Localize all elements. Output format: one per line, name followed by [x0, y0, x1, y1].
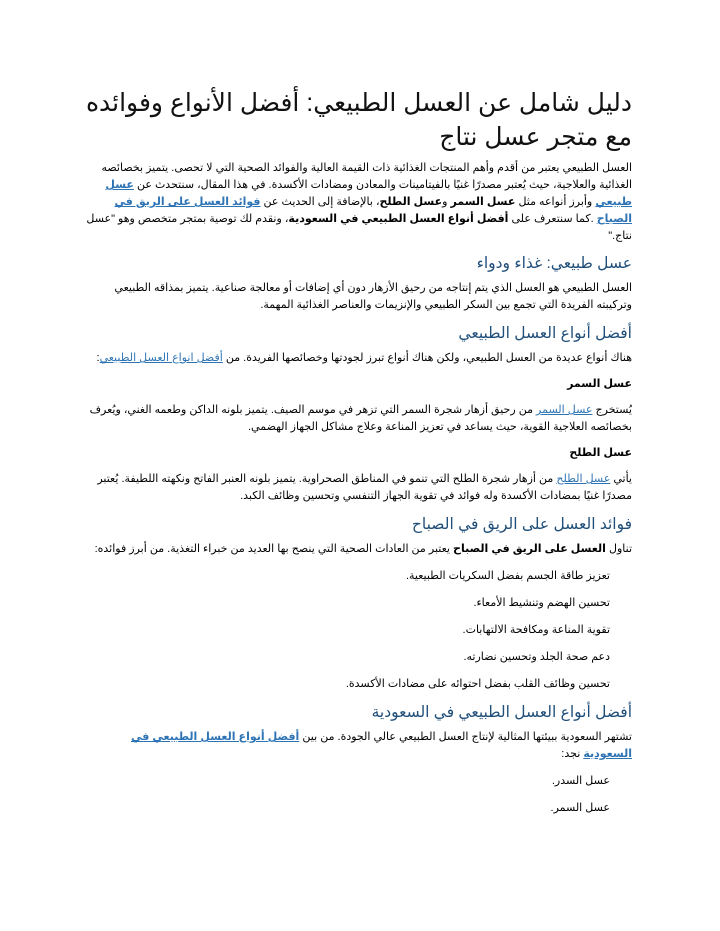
- morning-text: يعتبر من العادات الصحية التي ينصح بها العديد من خبراء التغذية. من أبرز فوائده:: [94, 543, 454, 555]
- section-heading-natural-honey: عسل طبيعي: غذاء ودواء: [476, 255, 632, 272]
- section-heading-morning-benefits: فوائد العسل على الريق في الصباح: [411, 516, 632, 533]
- title-line-1: دليل شامل عن العسل الطبيعي: أفضل الأنواع وفوائده: [85, 89, 632, 117]
- saudi-text: نجد:: [561, 748, 584, 760]
- subheading-talh-honey: عسل الطلح: [569, 447, 632, 459]
- morning-benefits-link-text: فوائد العسل على الريق في الصباح: [114, 196, 632, 225]
- talh-honey-link[interactable]: عسل الطلح: [556, 473, 611, 485]
- talh-bold: عسل الطلح: [379, 196, 443, 208]
- list-item: عسل السمر.: [550, 802, 610, 814]
- natural-honey-paragraph: العسل الطبيعي هو العسل الذي يتم إنتاجه من رحيق الأزهار دون أي إضافات أو معالجة صناعية. يتميز بمذاقه الطبيعي وتركيبته الفريدة التي تجمع بين السكر الطبيعي والإنزيمات والعناصر الغذائية المهمة.: [114, 282, 632, 311]
- samr-text: من رحيق أزهار شجرة السمر التي تزهر في موسم الصيف. يتميز بلونه الداكن وطعمه الغني، ويُعرف بخصائصه العلاجية القوية، حيث يساعد في تعزيز المناعة وعلاج مشاكل الجهاز الهضمي.: [89, 404, 632, 433]
- intro-text: .كما سنتعرف على: [508, 213, 597, 225]
- best-types-paragraph: [80, 350, 632, 367]
- saudi-best-paragraph: [80, 729, 632, 763]
- samr-paragraph: [80, 402, 632, 436]
- talh-text: يأتي: [610, 473, 632, 485]
- section-heading-saudi-best: أفضل أنواع العسل الطبيعي في السعودية: [371, 704, 632, 721]
- list-item: عسل السدر.: [551, 775, 610, 787]
- samr-text: يُستخرج: [592, 404, 632, 416]
- intro-text: وأبرز أنواعه مثل: [515, 196, 596, 208]
- saudi-honey-list: [80, 773, 632, 817]
- page-title: [80, 86, 632, 154]
- benefits-list: [80, 568, 632, 693]
- subheading-samr-honey: عسل السمر: [567, 378, 632, 390]
- samr-bold: عسل السمر: [450, 196, 516, 208]
- title-line-2: مع متجر عسل نتاج: [439, 123, 632, 151]
- list-item: تحسين الهضم وتنشيط الأمعاء.: [473, 597, 610, 609]
- intro-text: و: [442, 196, 451, 208]
- list-item: تقوية المناعة ومكافحة الالتهابات.: [462, 624, 610, 636]
- morning-text: تناول: [605, 543, 632, 555]
- morning-benefits-paragraph: [80, 541, 632, 558]
- list-item: تحسين وظائف القلب بفضل احتوائه على مضادات الأكسدة.: [345, 678, 610, 690]
- best-saudi-bold: أفضل أنواع العسل الطبيعي في السعودية: [288, 213, 509, 225]
- best-types-link[interactable]: أفضل انواع العسل الطبيعي: [99, 352, 223, 364]
- best-types-text: :: [96, 352, 100, 364]
- intro-text: العسل الطبيعي يعتبر من أقدم وأهم المنتجات الغذائية ذات القيمة العالية والفوائد الصحية التي لا تحصى. يتميز بخصائصه الغذائية والعلاجية، حيث يُعتبر مصدرًا غنيًا بالفيتامينات والمعادن ومضادات الأكسدة. في هذا المقال، سنتحدث عن: [101, 162, 632, 191]
- intro-text: ، بالإضافة إلى الحديث عن: [260, 196, 380, 208]
- morning-bold: العسل على الريق في الصباح: [453, 543, 606, 555]
- best-types-text: هناك أنواع عديدة من العسل الطبيعي، ولكن هناك أنواع تبرز لجودتها وخصائصها الفريدة. من: [222, 352, 632, 364]
- list-item: تعزيز طاقة الجسم بفضل السكريات الطبيعية.: [405, 570, 610, 582]
- talh-text: من أزهار شجرة الطلح التي تنمو في المناطق الصحراوية. يتميز بلونه العنبر الفاتح ونكهته اللطيفة. يُعتبر مصدرًا غنيًا بمضادات الأكسدة وله فوائد في تقوية الجهاز التنفسي وتحسين وظائف الكبد.: [97, 473, 632, 502]
- talh-paragraph: [80, 471, 632, 505]
- natural-honey-link-text: عسل طبيعي: [105, 179, 632, 208]
- section-heading-best-types: أفضل أنواع العسل الطبيعي: [458, 325, 632, 342]
- intro-paragraph: [80, 160, 632, 245]
- samr-honey-link[interactable]: عسل السمر: [536, 404, 593, 416]
- intro-text: ، ونقدم لك توصية بمتجر متخصص وهو "عسل نتاج.": [86, 213, 632, 242]
- list-item: دعم صحة الجلد وتحسين نضارته.: [463, 651, 610, 663]
- saudi-best-link-text: أفضل أنواع العسل الطبيعي في السعودية: [131, 731, 632, 760]
- saudi-text: تشتهر السعودية ببيئتها المثالية لإنتاج العسل الطبيعي عالي الجودة. من بين: [299, 731, 632, 743]
